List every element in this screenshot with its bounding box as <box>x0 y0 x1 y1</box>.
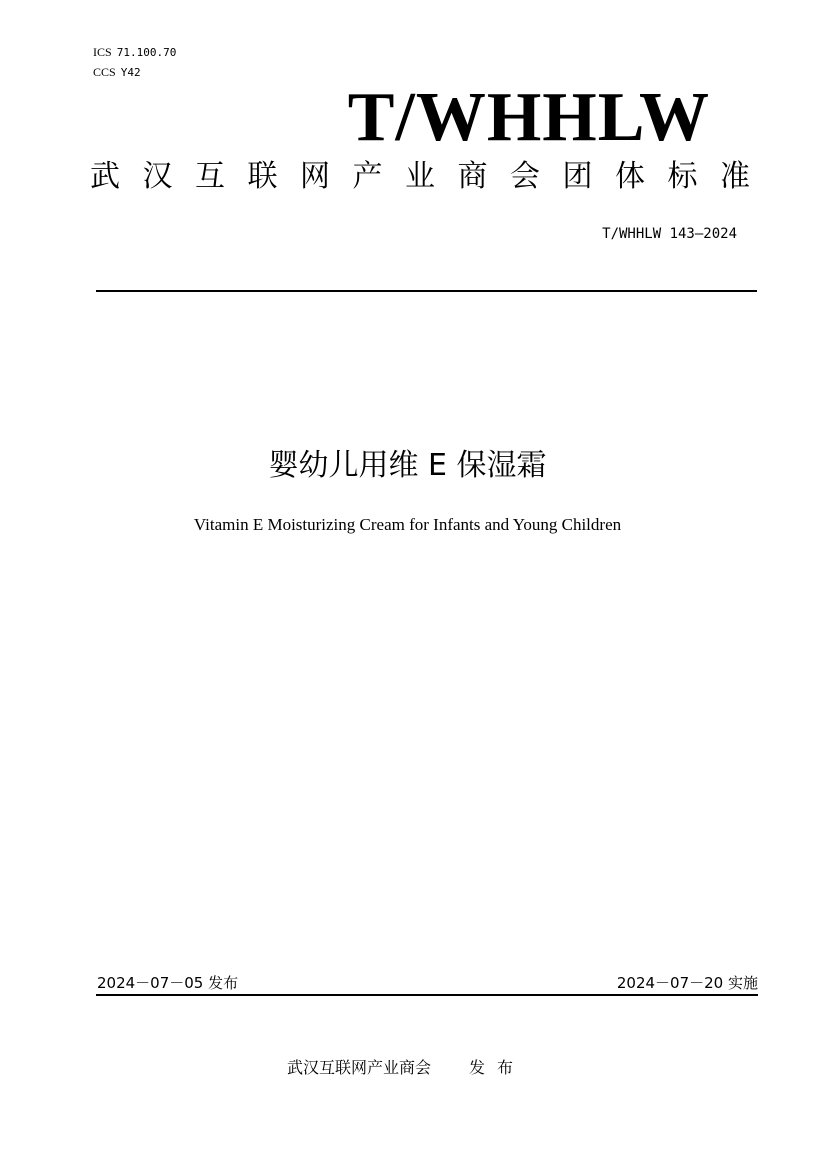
ics-value: 71.100.70 <box>116 46 177 59</box>
ccs-label: CCS <box>93 65 116 79</box>
org-title-char: 联 <box>247 159 278 194</box>
org-title-char: 互 <box>195 159 225 194</box>
footer-divider <box>96 994 758 996</box>
org-title-char: 标 <box>667 159 698 194</box>
org-title-char: 武 <box>90 159 120 194</box>
org-title-char: 体 <box>615 159 645 194</box>
standard-logo: T/WHHLW <box>347 79 710 156</box>
org-title-char: 会 <box>510 159 540 194</box>
ics-classification <box>93 41 176 60</box>
implementation-date: 2024－07－20 实施 <box>616 974 758 992</box>
header-divider <box>96 290 757 292</box>
org-title-char: 商 <box>457 159 488 194</box>
org-title-char: 团 <box>562 159 593 194</box>
org-title-char: 准 <box>720 159 750 194</box>
org-title-char: 网 <box>300 159 330 194</box>
chinese-title: 婴幼儿用维 E 保湿霜 <box>268 448 547 483</box>
publish-label: 发布 <box>469 1058 526 1077</box>
standard-number: T/WHHLW 143—2024 <box>602 226 737 242</box>
org-title-char: 产 <box>352 159 383 194</box>
org-title-char: 汉 <box>142 159 173 194</box>
publisher-line <box>287 1055 525 1078</box>
org-title-char: 业 <box>405 159 435 194</box>
ccs-value: Y42 <box>120 66 141 79</box>
organization-standard-title <box>90 157 750 197</box>
ics-label: ICS <box>93 45 112 59</box>
english-title: Vitamin E Moisturizing Cream for Infants and Young Children <box>193 515 622 534</box>
ccs-classification <box>93 61 141 80</box>
publisher-name: 武汉互联网产业商会 <box>287 1058 432 1077</box>
issue-date: 2024－07－05 发布 <box>97 974 239 992</box>
